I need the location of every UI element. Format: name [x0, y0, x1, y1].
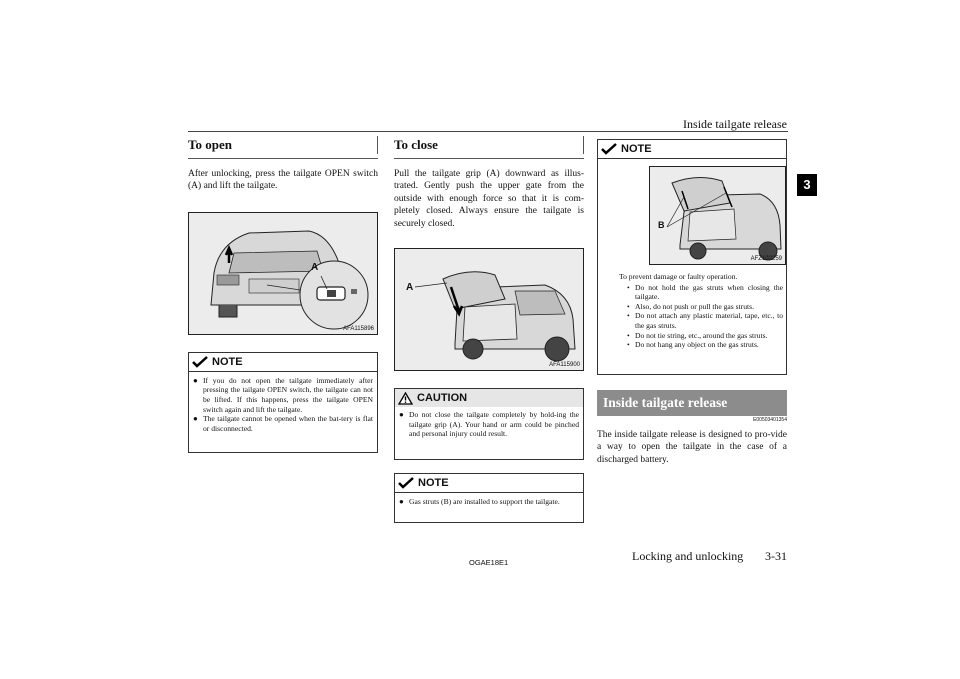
note-heading: NOTE — [212, 355, 243, 368]
section-title-to-close: To close — [394, 134, 584, 159]
car-rear-illustration — [189, 213, 378, 334]
bullet-icon: • — [627, 311, 630, 321]
note-heading: NOTE — [418, 477, 449, 490]
bullet-icon: ● — [193, 375, 198, 385]
to-close-figure — [394, 248, 584, 371]
gas-struts-figure — [649, 166, 786, 265]
car-tailgate-open-illustration — [395, 249, 583, 370]
note-intro: To prevent damage or faulty operation. — [619, 272, 738, 281]
column-to-open — [188, 134, 378, 453]
bullet-icon: • — [627, 301, 630, 311]
bullet-icon: ● — [399, 497, 404, 507]
column-to-close — [394, 134, 584, 523]
header-rule — [188, 131, 788, 132]
figure-id: AFA115900 — [549, 362, 580, 369]
to-open-body: After unlocking, press the tailgate OPEN switch (A) and lift the tailgate. — [188, 169, 378, 192]
figure-callout-a: A — [406, 282, 414, 294]
note-item: • Do not hold the gas struts when closing the tailgate. — [627, 282, 783, 302]
note-item: ● Gas struts (B) are installed to support the tailgate. — [399, 497, 560, 507]
header-section-title: Inside tailgate release — [683, 117, 787, 131]
footer-section-name: Locking and unlocking — [632, 549, 744, 563]
page-number: 3-31 — [765, 549, 787, 563]
figure-id: AFA115896 — [343, 325, 374, 332]
bullet-icon: • — [627, 282, 630, 292]
note-item: • Also, do not push or pull the gas struts. — [627, 301, 754, 311]
inside-release-body: The inside tailgate release is designed to pro-vide a way to open the tailgate in the case of a discharged battery. — [597, 430, 787, 465]
note-box-to-close — [394, 473, 584, 523]
figure-callout-a: A — [311, 261, 319, 273]
caution-item: ● Do not close the tailgate completely by hold-ing the tailgate grip (A). Your hand or arm could be pinched and personal injury could result. — [399, 410, 579, 439]
bullet-icon: ● — [399, 410, 404, 420]
note-check-icon — [601, 143, 617, 155]
warning-triangle-icon — [398, 392, 413, 405]
caution-box — [394, 388, 584, 460]
note-item: • Do not tie string, etc., around the gas struts. — [627, 330, 768, 340]
bullet-icon: ● — [193, 414, 198, 424]
note-box-to-open — [188, 352, 378, 453]
note-item: ● The tailgate cannot be opened when the bat-tery is flat or disconnected. — [193, 414, 373, 433]
caution-heading: CAUTION — [417, 392, 468, 405]
note-item: • Do not attach any plastic material, tape, etc., to the gas struts. — [627, 311, 783, 330]
note-heading: NOTE — [621, 143, 652, 155]
figure-callout-b: B — [658, 220, 665, 230]
column-right — [597, 139, 787, 466]
note-box-gas-struts — [597, 139, 787, 375]
to-close-body: Pull the tailgate grip (A) downward as illus-trated. Gently push the upper gate from the outside with enough force so that it is com-pletely closed. Always ensure the tailgate is securely closed. — [394, 169, 584, 229]
note-item: ● If you do not open the tailgate immediately after pressing the tailgate OPEN switch, the tailgate can not be lifted. If this happens, press the tailgate OPEN switch again and lift the tailgate. — [193, 375, 373, 414]
note-item: • Do not hang any object on the gas struts. — [627, 340, 759, 350]
tailgate-struts-illustration — [650, 167, 785, 264]
chapter-tab: 3 — [797, 174, 817, 196]
to-open-figure — [188, 212, 378, 335]
figure-id: AFZ102259 — [750, 256, 782, 262]
note-check-icon — [192, 356, 208, 368]
section-title-to-open: To open — [188, 134, 378, 159]
inside-tailgate-release-heading: Inside tailgate release — [597, 390, 787, 416]
footer-doc-code: OGAE18E1 — [469, 558, 509, 567]
note-check-icon — [398, 477, 414, 489]
inside-release-code: E00503401354 — [753, 417, 787, 423]
bullet-icon: • — [627, 340, 630, 350]
bullet-icon: • — [627, 330, 630, 340]
